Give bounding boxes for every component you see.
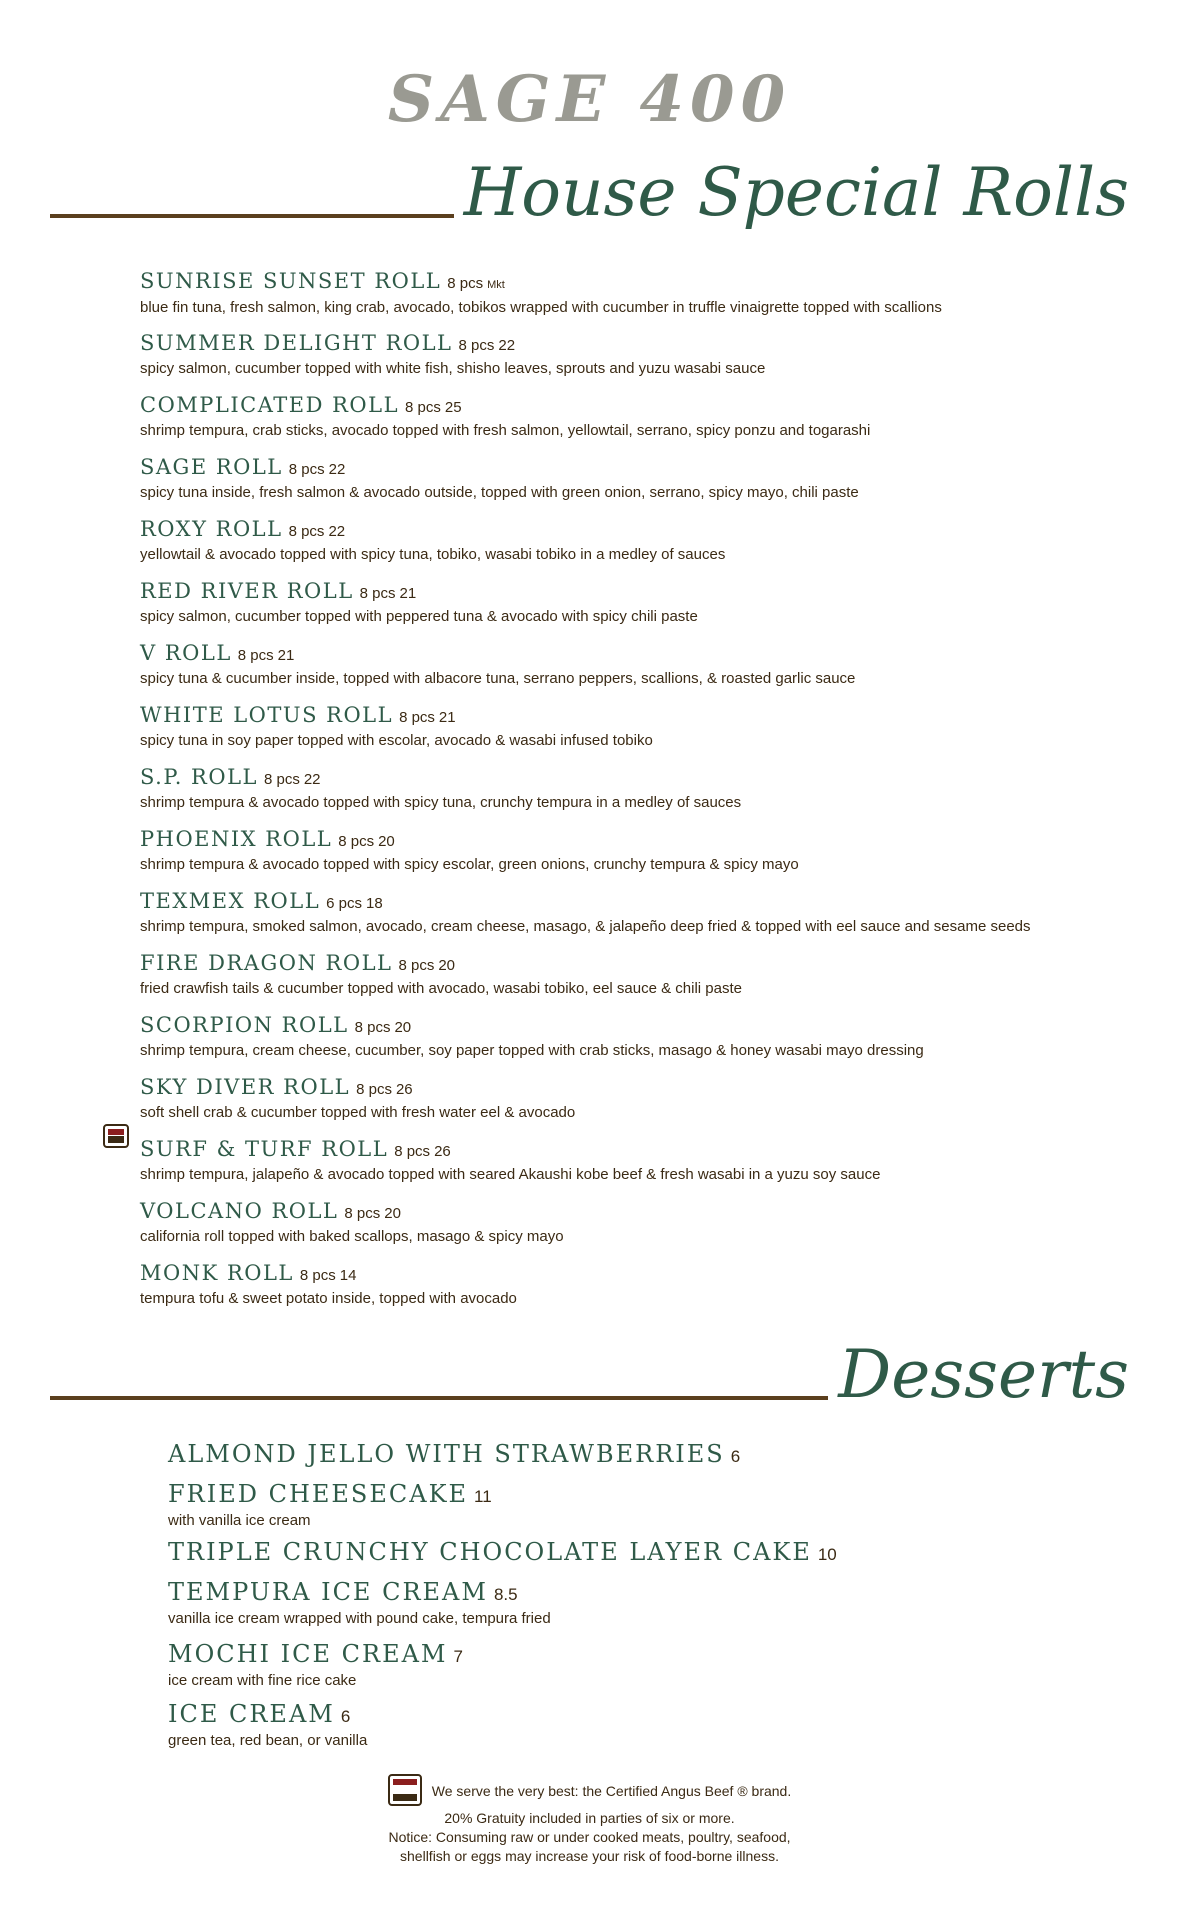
item-description: shrimp tempura, jalapeño & avocado topped with seared Akaushi kobe beef & fresh wasabi in a yuzu soy sauce bbox=[140, 1166, 881, 1183]
menu-item bbox=[168, 1640, 1068, 1700]
menu-item bbox=[140, 950, 1120, 1012]
item-name: VOLCANO ROLL bbox=[140, 1199, 339, 1223]
restaurant-name: SAGE 400 bbox=[387, 62, 792, 137]
item-name: WHITE LOTUS ROLL bbox=[140, 703, 394, 727]
item-price: 26 bbox=[395, 1081, 413, 1098]
menu-item bbox=[140, 702, 1120, 764]
item-description: shrimp tempura, crab sticks, avocado topped with fresh salmon, yellowtail, serrano, spicy ponzu and togarashi bbox=[140, 422, 871, 439]
rolls-section-title: House Special Rolls bbox=[463, 154, 1129, 231]
item-description: with vanilla ice cream bbox=[168, 1512, 311, 1529]
item-price: 26 bbox=[434, 1143, 451, 1160]
menu-item bbox=[140, 1260, 1120, 1322]
item-name: S.P. ROLL bbox=[140, 765, 258, 789]
menu-item bbox=[140, 1136, 1120, 1198]
item-name: TEMPURA ICE CREAM bbox=[168, 1578, 488, 1606]
item-name: FIRE DRAGON ROLL bbox=[140, 951, 393, 975]
item-pieces: 8 pcs bbox=[447, 275, 484, 292]
item-description: blue fin tuna, fresh salmon, king crab, avocado, tobikos wrapped with cucumber in truffle vinaigrette topped with scallions bbox=[140, 299, 942, 316]
item-price: 10 bbox=[817, 1545, 837, 1564]
item-name: TRIPLE CRUNCHY CHOCOLATE LAYER CAKE bbox=[168, 1538, 812, 1566]
item-price: 20 bbox=[378, 833, 395, 850]
item-name: SCORPION ROLL bbox=[140, 1013, 349, 1037]
item-description: spicy salmon, cucumber topped with white fish, shisho leaves, sprouts and yuzu wasabi sauce bbox=[140, 360, 766, 377]
gratuity-note: 20% Gratuity included in parties of six or more. bbox=[444, 1810, 735, 1826]
item-name: COMPLICATED ROLL bbox=[140, 393, 400, 417]
item-price: Mkt bbox=[487, 279, 505, 291]
section-rule bbox=[50, 1396, 828, 1400]
item-pieces: 8 pcs bbox=[299, 1267, 336, 1284]
item-description: spicy tuna in soy paper topped with escolar, avocado & wasabi infused tobiko bbox=[140, 732, 653, 749]
menu-item bbox=[140, 454, 1120, 516]
item-name: SAGE ROLL bbox=[140, 455, 283, 479]
item-price: 22 bbox=[498, 337, 516, 354]
item-price: 20 bbox=[384, 1205, 401, 1222]
item-name: SUMMER DELIGHT ROLL bbox=[140, 331, 453, 355]
item-price: 8.5 bbox=[493, 1585, 518, 1604]
menu-item bbox=[140, 640, 1120, 702]
item-name: PHOENIX ROLL bbox=[140, 827, 333, 851]
item-price: 22 bbox=[328, 461, 346, 478]
item-pieces: 8 pcs bbox=[405, 399, 441, 416]
item-pieces: 8 pcs bbox=[356, 1081, 392, 1098]
health-notice-line-1: Notice: Consuming raw or under cooked meats, poultry, seafood, bbox=[388, 1829, 791, 1845]
beef-note-line bbox=[388, 1782, 791, 1801]
item-description: yellowtail & avocado topped with spicy tuna, tobiko, wasabi tobiko in a medley of sauces bbox=[140, 546, 726, 563]
menu-item bbox=[168, 1440, 1068, 1480]
menu-item bbox=[140, 1074, 1120, 1136]
item-description: shrimp tempura, smoked salmon, avocado, cream cheese, masago, & jalapeño deep fried & topped with eel sauce and sesame seeds bbox=[140, 918, 1031, 935]
menu-item bbox=[140, 888, 1120, 950]
item-description: spicy tuna inside, fresh salmon & avocado outside, topped with green onion, serrano, spicy mayo, chili paste bbox=[140, 484, 859, 501]
item-price: 14 bbox=[339, 1267, 357, 1284]
item-pieces: 8 pcs bbox=[398, 957, 435, 974]
item-description: shrimp tempura & avocado topped with spicy tuna, crunchy tempura in a medley of sauces bbox=[140, 794, 742, 811]
item-name: MOCHI ICE CREAM bbox=[168, 1640, 448, 1668]
item-name: ICE CREAM bbox=[168, 1700, 335, 1728]
item-description: green tea, red bean, or vanilla bbox=[168, 1732, 368, 1749]
item-pieces: 8 pcs bbox=[237, 647, 274, 664]
item-price: 7 bbox=[453, 1647, 463, 1666]
certified-angus-beef-logo-icon bbox=[103, 1124, 129, 1148]
beef-note: We serve the very best: the Certified Angus Beef ® brand. bbox=[431, 1783, 792, 1799]
desserts-list bbox=[168, 1440, 1068, 1760]
item-price: 21 bbox=[438, 709, 456, 726]
rolls-section-header bbox=[50, 154, 1129, 231]
item-name: SUNRISE SUNSET ROLL bbox=[140, 269, 442, 293]
item-pieces: 8 pcs bbox=[288, 523, 325, 540]
item-name: ALMOND JELLO WITH STRAWBERRIES bbox=[168, 1440, 725, 1468]
item-price: 22 bbox=[328, 523, 346, 540]
item-name: RED RIVER ROLL bbox=[140, 579, 354, 603]
item-price: 21 bbox=[277, 647, 295, 664]
item-pieces: 8 pcs bbox=[399, 709, 435, 726]
menu-item bbox=[140, 1198, 1120, 1260]
item-price: 20 bbox=[394, 1019, 412, 1036]
item-price: 11 bbox=[474, 1487, 492, 1506]
rolls-list bbox=[140, 268, 1120, 1322]
item-description: vanilla ice cream wrapped with pound cake, tempura fried bbox=[168, 1610, 551, 1627]
item-description: tempura tofu & sweet potato inside, topped with avocado bbox=[140, 1290, 517, 1307]
item-description: spicy salmon, cucumber topped with peppered tuna & avocado with spicy chili paste bbox=[140, 608, 698, 625]
menu-item bbox=[140, 268, 1120, 330]
menu-item bbox=[168, 1578, 1068, 1640]
item-name: TEXMEX ROLL bbox=[140, 889, 321, 913]
item-pieces: 8 pcs bbox=[344, 1205, 381, 1222]
item-pieces: 8 pcs bbox=[458, 337, 495, 354]
item-pieces: 8 pcs bbox=[288, 461, 325, 478]
menu-item bbox=[168, 1480, 1068, 1538]
menu-item bbox=[140, 1012, 1120, 1074]
section-rule bbox=[50, 214, 454, 218]
desserts-section-title: Desserts bbox=[838, 1336, 1129, 1413]
footer bbox=[0, 1782, 1179, 1866]
item-pieces: 8 pcs bbox=[338, 833, 375, 850]
menu-item bbox=[168, 1538, 1068, 1578]
item-price: 6 bbox=[730, 1447, 741, 1466]
item-pieces: 8 pcs bbox=[394, 1143, 431, 1160]
item-name: SKY DIVER ROLL bbox=[140, 1075, 351, 1099]
item-name: SURF & TURF ROLL bbox=[140, 1137, 389, 1161]
item-price: 18 bbox=[366, 895, 383, 912]
item-description: spicy tuna & cucumber inside, topped with albacore tuna, serrano peppers, scallions, & roasted garlic sauce bbox=[140, 670, 856, 687]
menu-item bbox=[140, 764, 1120, 826]
item-description: california roll topped with baked scallops, masago & spicy mayo bbox=[140, 1228, 564, 1245]
item-description: shrimp tempura, cream cheese, cucumber, soy paper topped with crab sticks, masago & honey wasabi mayo dressing bbox=[140, 1042, 924, 1059]
menu-item bbox=[140, 330, 1120, 392]
menu-item bbox=[140, 826, 1120, 888]
item-description: ice cream with fine rice cake bbox=[168, 1672, 357, 1689]
item-description: shrimp tempura & avocado topped with spicy escolar, green onions, crunchy tempura & spicy mayo bbox=[140, 856, 799, 873]
menu-item bbox=[140, 516, 1120, 578]
certified-angus-beef-logo-icon bbox=[388, 1774, 422, 1806]
item-pieces: 8 pcs bbox=[354, 1019, 391, 1036]
desserts-section-header bbox=[50, 1336, 1129, 1413]
item-name: ROXY ROLL bbox=[140, 517, 283, 541]
menu-item bbox=[140, 578, 1120, 640]
item-description: soft shell crab & cucumber topped with fresh water eel & avocado bbox=[140, 1104, 576, 1121]
item-name: MONK ROLL bbox=[140, 1261, 294, 1285]
item-price: 22 bbox=[303, 771, 321, 788]
item-price: 20 bbox=[438, 957, 456, 974]
item-price: 6 bbox=[340, 1707, 351, 1726]
item-description: fried crawfish tails & cucumber topped with avocado, wasabi tobiko, eel sauce & chili paste bbox=[140, 980, 742, 997]
item-pieces: 6 pcs bbox=[326, 895, 363, 912]
item-name: V ROLL bbox=[140, 641, 232, 665]
menu-item bbox=[168, 1700, 1068, 1760]
item-price: 25 bbox=[444, 399, 462, 416]
item-price: 21 bbox=[399, 585, 417, 602]
item-name: FRIED CHEESECAKE bbox=[168, 1480, 469, 1508]
menu-item bbox=[140, 392, 1120, 454]
item-pieces: 8 pcs bbox=[263, 771, 300, 788]
item-pieces: 8 pcs bbox=[359, 585, 396, 602]
health-notice-line-2: shellfish or eggs may increase your risk of food-borne illness. bbox=[400, 1848, 779, 1864]
